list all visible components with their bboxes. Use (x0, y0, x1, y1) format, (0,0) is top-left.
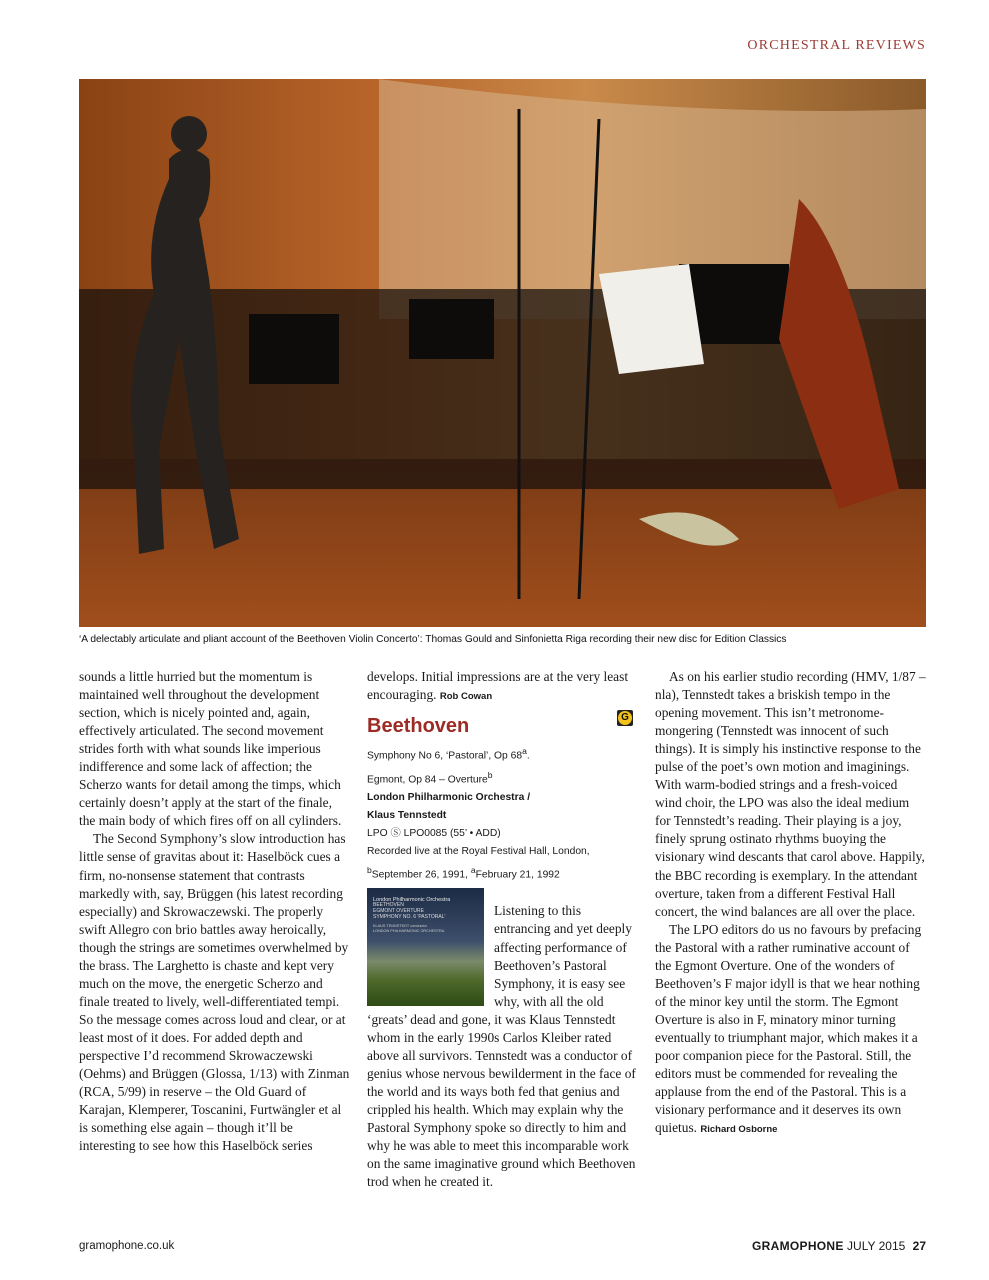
column-3 (655, 668, 927, 1139)
concert-photo (79, 79, 926, 627)
website-link[interactable]: gramophone.co.uk (79, 1240, 175, 1252)
section-heading: ORCHESTRAL REVIEWS (747, 38, 926, 53)
album-cover: London Philharmonic Orchestra BEETHOVEN EGMONT OVERTURE SYMPHONY NO. 6 'PASTORAL' KLAUS TENNSTEDT conductor LONDON PHILHARMONIC ORCHESTRA (367, 888, 484, 1006)
paragraph: As on his earlier studio recording (HMV, 1/87 – nla), Tennstedt takes a briskish tempo in the opening movement. This isn’t metronome-mongering (Tennstedt was innocent of such things). It is simply his instinctive response to the pulse of the poet’s own motion and imaginings. With warm-bodied strings and a fresh-voiced wind choir, the LPO was also the ideal medium for Tennstedt’s reading. Their playing is a joy, finely sprung ostinato rhythms buoying the visionary wind descants that carol above. Happily, the BBC recording is exemplary. In the attendant overture, taken from a different Festival Hall concert, the wind balances are all over the place. (655, 669, 926, 919)
column-2 (367, 668, 637, 1191)
page-number: 27 (912, 1239, 926, 1253)
review-title: Beethoven (367, 715, 470, 738)
gramophone-badge-icon: G (617, 710, 633, 726)
paragraph: London Philharmonic Orchestra BEETHOVEN EGMONT OVERTURE SYMPHONY NO. 6 'PASTORAL' KLAUS TENNSTEDT conductor LONDON PHILHARMONIC ORCHESTRA Listening to this entrancing and yet deeply affecting performance of Beethoven’s Pastoral Symphony, it is easy see why, with all the old ‘greats’ dead and gone, it was Klaus Tennstedt whom in the early 1990s Carlos Kleiber rated above all survivors. Tennstedt was a conductor of genius whose nervous bewilderment in the face of the world and its ways both fed that genius and crippled his health. Which may explain why the Pastoral Symphony spoke so directly to him and why he was able to meet this incomparable work on the same imaginative ground which Beethoven trod when he created it. (367, 884, 637, 1191)
photo-illustration (79, 79, 926, 627)
paragraph: develops. Initial impressions are at the very least encouraging. Rob Cowan (367, 669, 629, 703)
paragraph: sounds a little hurried but the momentum is maintained well throughout the development section, which is nicely pointed and, again, effectively articulated. The second movement strides forth with what sounds like imperious indifference and some lack of affection; the Scherzo wants for detail among the timps, which certainly doesn’t apply at the start of the finale, the main body of which fires off on all cylinders. (79, 669, 342, 829)
paragraph: The LPO editors do us no favours by prefacing the Pastoral with a rather ruminative account of the Egmont Overture. One of the wonders of Beethoven’s F major idyll is that we hear nothing of the minor key until the storm. The Egmont Overture is also in F, minatory minor turning eventually to triumphant major, which makes it a poor companion piece for the Pastoral. Still, the editors must be commended for revealing the applause from the end of the Pastoral. This is a visionary performance and it deserves its own quietus. Richard Osborne (655, 921, 922, 1136)
recording-details: Symphony No 6, ‘Pastoral’, Op 68$^a$. Egmont, Op 84 – Overture$^b$ London Philharmonic Orchestra / Klaus Tennstedt LPO Ⓢ LPO0085 (55’ • ADD) Recorded live at the Royal Festival Hall, London, $^b$September 26, 1991, $^a$February 21, 1992 (367, 746, 590, 881)
magazine-name: GRAMOPHONE (752, 1239, 844, 1253)
issue-date: JULY 2015 (847, 1239, 906, 1253)
reviewer-name: Rob Cowan (439, 691, 493, 703)
folio (752, 1239, 926, 1253)
paragraph: The Second Symphony’s slow introduction has little sense of gravitas about it: Haselböck cues a firm, no-nonsense statement that contrasts markedly with, say, Brüggen (his latest recording especially) and Skrowaczewski. The properly swift Allegro con brio battles away heroically, though the strings are sometimes overwhelmed by the brass. The Larghetto is chaste and kept very much on the move, the energetic Scherzo and finale treated to lively, well-differentiated tempi. So the message comes across loud and clear, or at least most of it does. For added depth and perspective I’d recommend Skrowaczewski (Oehms) and Brüggen (Glossa, 1/13) with Zinman (RCA, 5/99) in reserve – the Old Guard of Karajan, Klemperer, Toscanini, Furtwängler et al is something else again – though it’ll be interesting to see how this Haselböck series (79, 831, 350, 1154)
reviewer-name: Richard Osborne (700, 1124, 778, 1136)
photo-caption: ‘A delectably articulate and pliant account of the Beethoven Violin Concerto’: Thomas Gould and Sinfonietta Riga recording their new disc for Edition Classics (79, 634, 787, 645)
column-1 (79, 668, 351, 1155)
